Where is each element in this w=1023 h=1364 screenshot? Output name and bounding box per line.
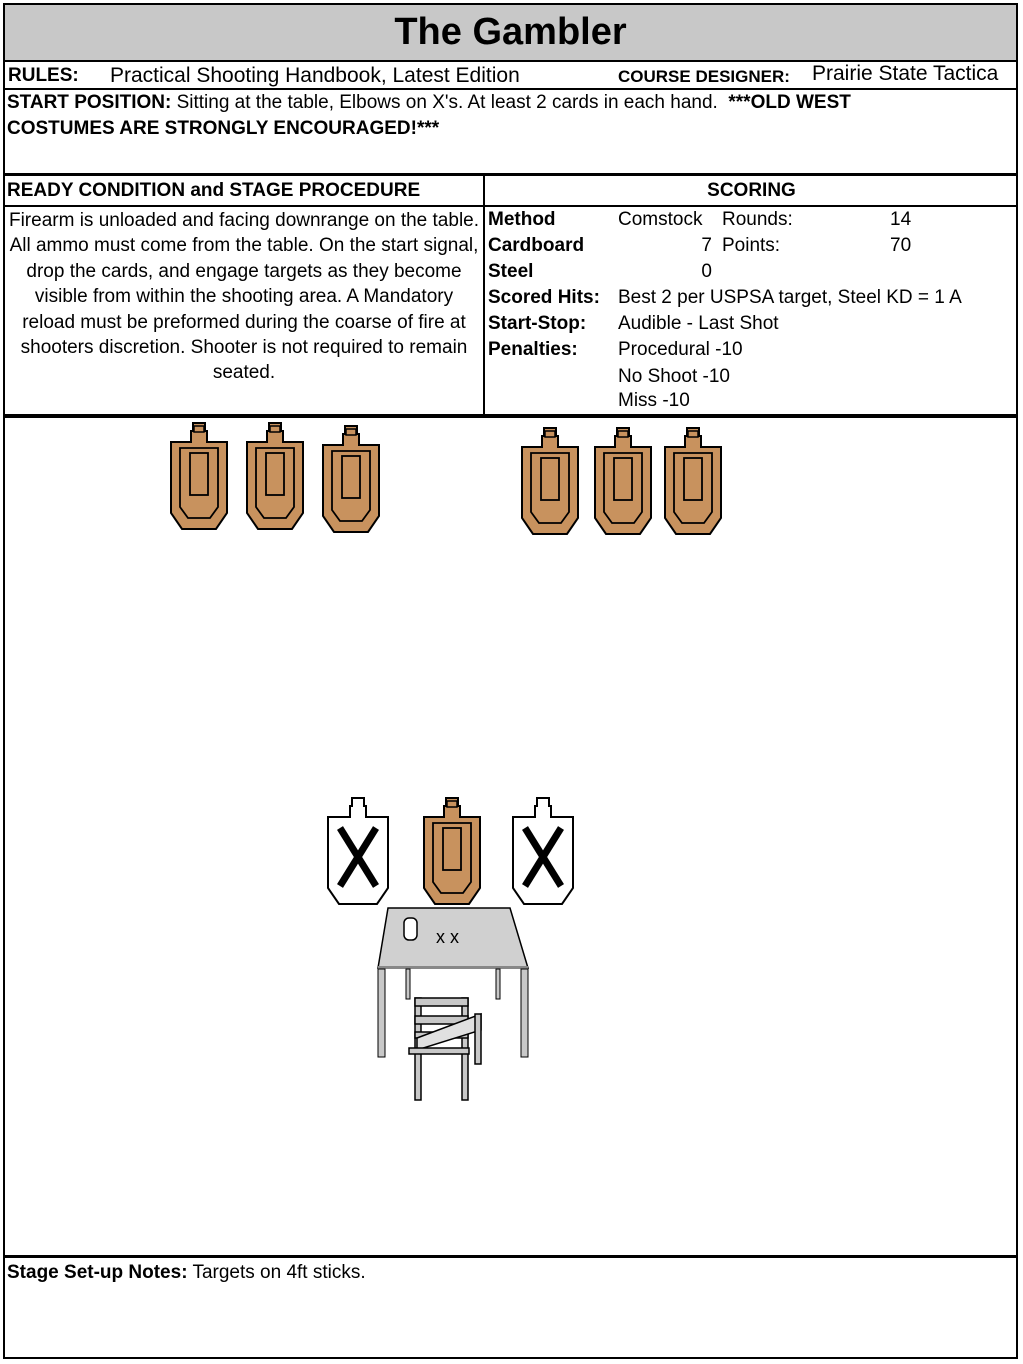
paper-target bbox=[424, 798, 480, 904]
no-shoot-target bbox=[328, 798, 388, 904]
course-designer-value: Prairie State Tactica bbox=[812, 62, 999, 85]
column-divider bbox=[483, 175, 485, 416]
start-position-line1 bbox=[7, 92, 851, 114]
start-position-text: Sitting at the table, Elbows on X's. At least 2 cards in each hand. bbox=[171, 92, 729, 113]
steel-value: 0 bbox=[701, 261, 712, 282]
penalties-label: Penalties: bbox=[488, 339, 578, 360]
procedure-header: READY CONDITION and STAGE PROCEDURE bbox=[7, 180, 421, 201]
divider bbox=[3, 88, 1018, 90]
rounds-label: Rounds: bbox=[722, 209, 793, 230]
start-stop-value: Audible - Last Shot bbox=[618, 313, 779, 334]
cardboard-value: 7 bbox=[701, 235, 712, 256]
rules-value: Practical Shooting Handbook, Latest Edition bbox=[110, 64, 520, 87]
divider bbox=[3, 173, 1018, 176]
rounds-value: 14 bbox=[890, 209, 912, 230]
method-value: Comstock bbox=[618, 209, 703, 230]
paper-target bbox=[171, 423, 227, 529]
paper-target bbox=[665, 428, 721, 534]
paper-target bbox=[522, 428, 578, 534]
ammo-can-icon bbox=[404, 918, 417, 940]
setup-notes-value: Targets on 4ft sticks. bbox=[187, 1262, 366, 1283]
setup-notes bbox=[7, 1262, 366, 1284]
paper-target bbox=[595, 428, 651, 534]
penalty-procedural: Procedural -10 bbox=[618, 339, 743, 360]
paper-target bbox=[247, 423, 303, 529]
points-value: 70 bbox=[890, 235, 912, 256]
scored-hits-label: Scored Hits: bbox=[488, 287, 600, 308]
stage-title: The Gambler bbox=[5, 5, 1016, 60]
setup-notes-label: Stage Set-up Notes: bbox=[7, 1262, 188, 1283]
procedure-text: Firearm is unloaded and facing downrange on the table. All ammo must come from the table. On the start signal, drop the cards, and engage targets as they become visible from within the shooting area. A Mandatory reload must be preformed during the coarse of fire at shooters discretion. Shooter is not required to remain seated. bbox=[8, 210, 480, 384]
stage-diagram bbox=[5, 418, 1016, 1254]
method-label: Method bbox=[488, 209, 556, 230]
steel-label: Steel bbox=[488, 261, 534, 282]
divider bbox=[3, 1255, 1018, 1258]
course-designer-label: COURSE DESIGNER: bbox=[618, 67, 790, 86]
chair-icon bbox=[409, 998, 481, 1100]
paper-target bbox=[323, 426, 379, 532]
no-shoot-target bbox=[513, 798, 573, 904]
start-position-note: ***OLD WEST bbox=[728, 92, 851, 113]
penalty-no-shoot: No Shoot -10 bbox=[618, 366, 730, 387]
scoring-header: SCORING bbox=[707, 180, 796, 201]
start-position-label: START POSITION: bbox=[7, 92, 172, 113]
cardboard-label: Cardboard bbox=[488, 235, 585, 256]
scored-hits-value: Best 2 per USPSA target, Steel KD = 1 A bbox=[618, 287, 962, 308]
start-position-note-line2: COSTUMES ARE STRONGLY ENCOURAGED!*** bbox=[7, 118, 440, 139]
rules-label: RULES: bbox=[8, 65, 79, 86]
elbow-marks: x x bbox=[436, 927, 460, 947]
divider bbox=[3, 205, 1018, 207]
points-label: Points: bbox=[722, 235, 781, 256]
start-stop-label: Start-Stop: bbox=[488, 313, 587, 334]
penalty-miss: Miss -10 bbox=[618, 390, 690, 411]
